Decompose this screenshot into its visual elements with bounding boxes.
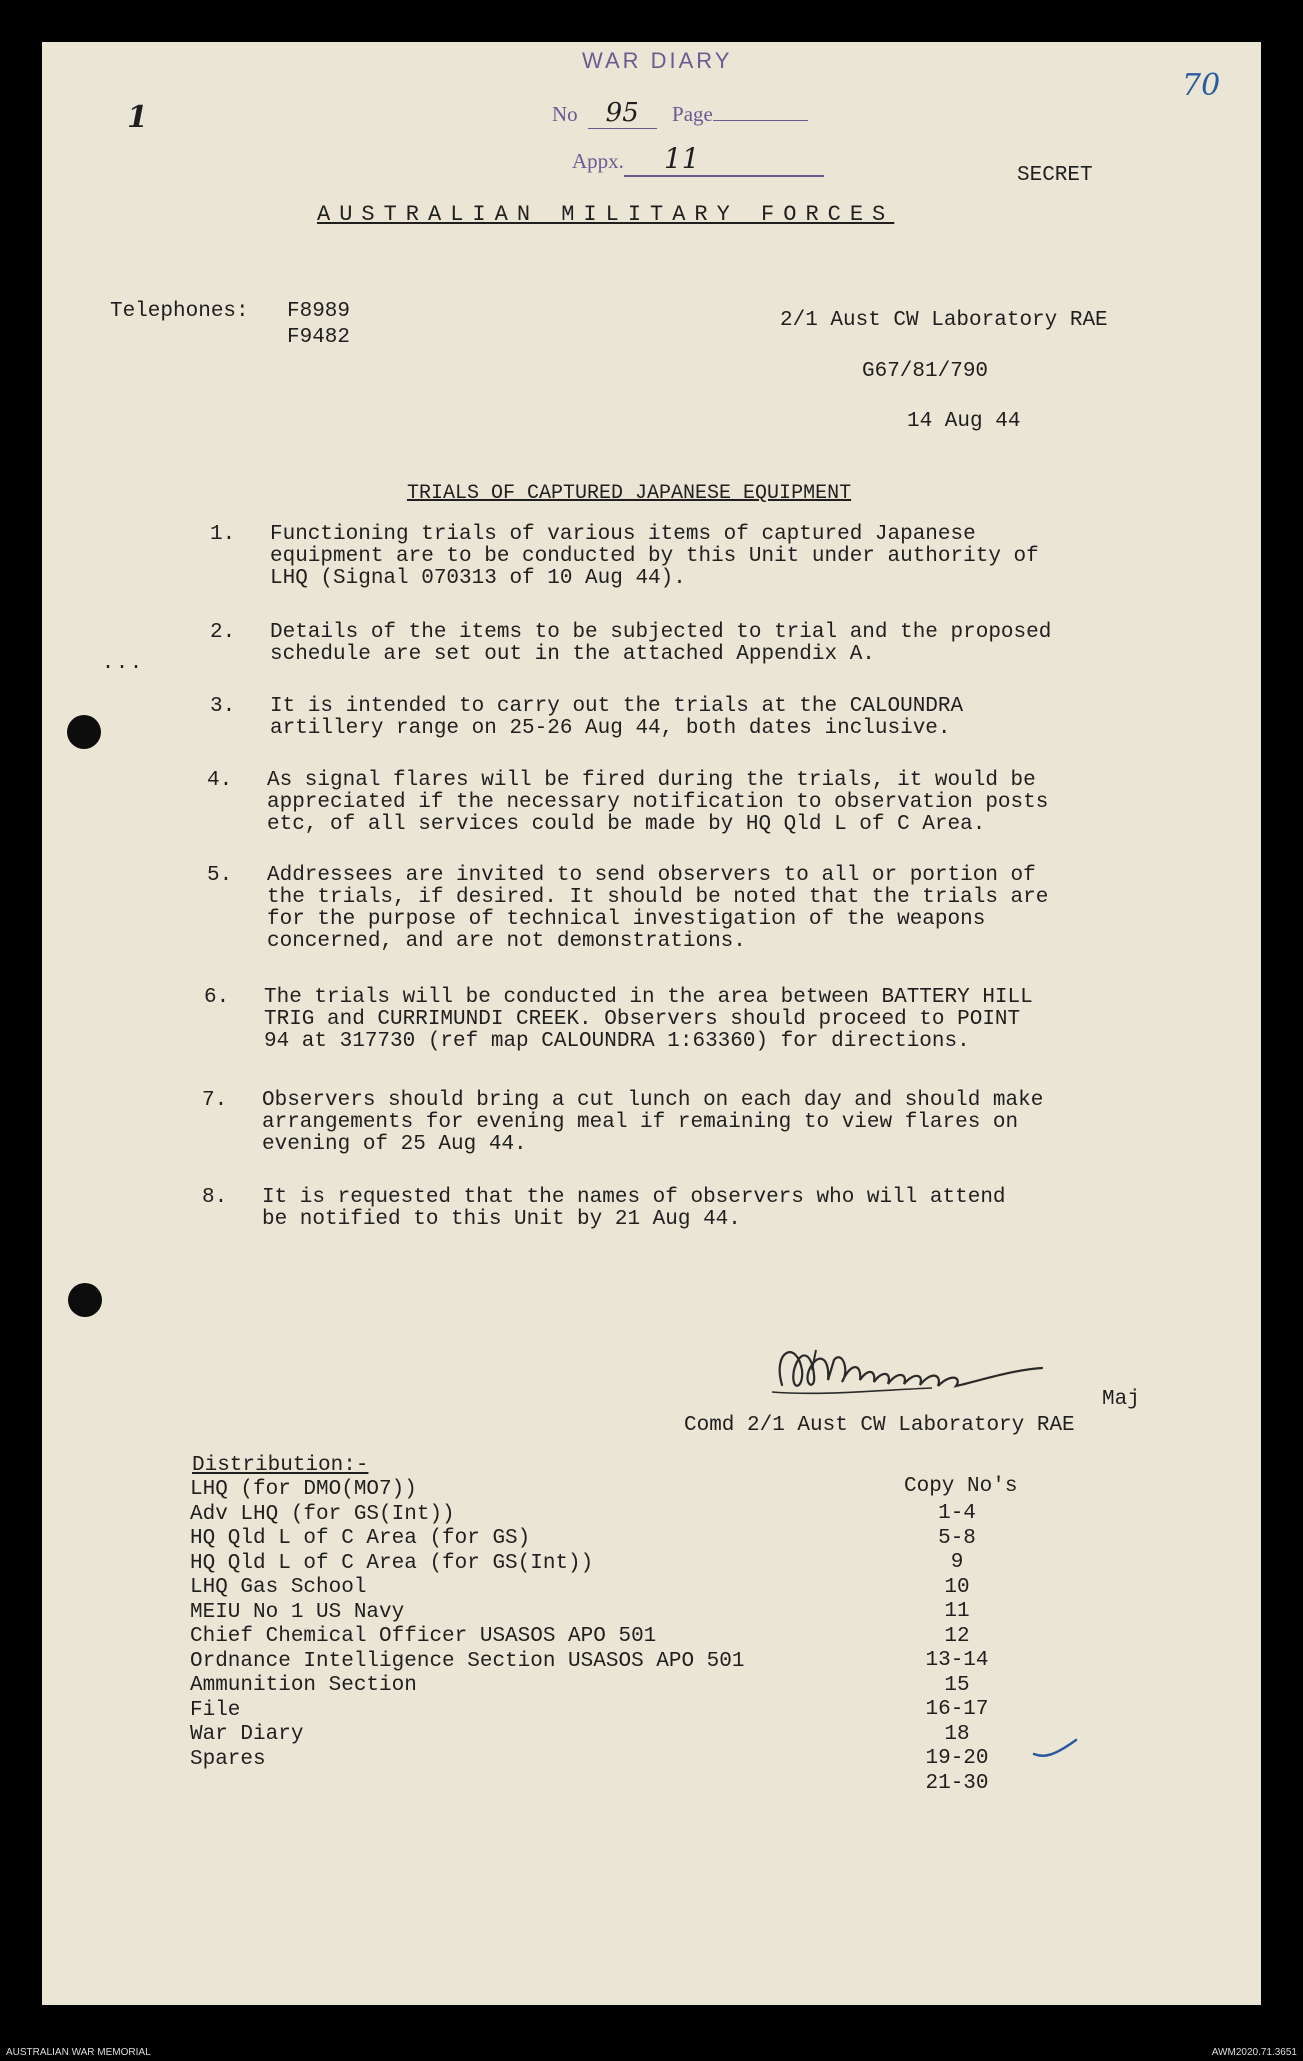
telephones-label: Telephones: <box>110 300 249 323</box>
margin-dots: ... <box>102 652 145 675</box>
paragraph-number: 1. <box>210 523 236 546</box>
copy-number: 19-20 <box>925 1747 989 1770</box>
copy-number: 11 <box>944 1600 970 1623</box>
folio-number: 70 <box>1182 68 1221 103</box>
paragraph-number: 6. <box>204 986 230 1009</box>
copy-number: 1-4 <box>938 1502 976 1525</box>
war-diary-stamp-title: WAR DIARY <box>582 48 733 73</box>
copy-number: 5-8 <box>938 1526 976 1550</box>
stamp-no-label: No <box>552 102 578 126</box>
punch-hole <box>67 715 101 749</box>
paragraph-text: Observers should bring a cut lunch on each day and should make arrangements for evening meal if remaining to view flares on evening of 25 Aug 44. <box>262 1089 1044 1156</box>
paragraph-number: 5. <box>207 864 233 887</box>
copy-number: 9 <box>950 1551 964 1574</box>
distribution-item: MEIU No 1 US Navy <box>190 1600 405 1624</box>
copy-numbers-list <box>902 1502 1012 1796</box>
document-page <box>42 42 1261 2005</box>
distribution-item: Chief Chemical Officer USASOS APO 501 <box>190 1625 657 1648</box>
paragraph-text: Addressees are invited to send observers to all or portion of the trials, if desired. It should be noted that the trials are for the purpose of technical investigation of the weapons concerned, and are not demonstrations. <box>267 864 1049 953</box>
telephone-number: F8989 <box>287 300 351 323</box>
paragraph-text: It is intended to carry out the trials at the CALOUNDRA artillery range on 25-26 Aug 44, both dates inclusive. <box>270 695 964 740</box>
stamp-no-line <box>552 98 808 128</box>
paragraph-number: 2. <box>210 621 236 644</box>
distribution-item: HQ Qld L of C Area (for GS) <box>190 1527 531 1550</box>
stamp-page-label: Page <box>672 102 713 126</box>
distribution-item: Spares <box>190 1747 266 1771</box>
distribution-item: File <box>190 1698 241 1722</box>
distribution-item: HQ Qld L of C Area (for GS(Int)) <box>190 1551 594 1575</box>
punch-hole <box>68 1283 102 1317</box>
stamp-appx-line <box>572 142 824 177</box>
corner-mark: 1 <box>127 100 148 135</box>
classification: SECRET <box>1017 164 1093 187</box>
sender-unit: 2/1 Aust CW Laboratory RAE <box>780 309 1108 332</box>
document-date: 14 Aug 44 <box>907 410 1021 433</box>
copy-number: 13-14 <box>925 1649 989 1672</box>
archive-footer-left: AUSTRALIAN WAR MEMORIAL <box>6 2047 151 2058</box>
paragraph-number: 4. <box>207 769 233 792</box>
archive-footer-right: AWM2020.71.3651 <box>1211 2047 1297 2058</box>
distribution-item: Ordnance Intelligence Section USASOS APO 501 <box>190 1649 745 1673</box>
copy-number: 12 <box>944 1624 970 1648</box>
signature-title: Comd 2/1 Aust CW Laboratory RAE <box>684 1414 1075 1437</box>
copy-number: 18 <box>944 1722 970 1746</box>
check-mark-icon <box>1032 1734 1082 1762</box>
copy-numbers-heading: Copy No's <box>904 1475 1018 1498</box>
subject-heading: TRIALS OF CAPTURED JAPANESE EQUIPMENT <box>407 482 852 505</box>
paragraph-number: 3. <box>210 695 236 718</box>
stamp-appx-label: Appx. <box>572 149 624 173</box>
copy-number: 21-30 <box>925 1771 989 1795</box>
paragraph-text: As signal flares will be fired during the trials, it would be appreciated if the necessary notification to observation posts etc, of all services could be made by HQ Qld L of C Area. <box>267 769 1049 836</box>
distribution-heading: Distribution:- <box>192 1454 369 1477</box>
distribution-item: War Diary <box>190 1723 304 1746</box>
paragraph-text: The trials will be conducted in the area between BATTERY HILL TRIG and CURRIMUNDI CREEK. Observers should proceed to POINT 94 at 317730 (ref map CALOUNDRA 1:63360) for directions. <box>264 986 1033 1053</box>
paragraph-number: 7. <box>202 1089 228 1112</box>
stamp-appx-value: 11 <box>624 142 824 177</box>
distribution-item: LHQ Gas School <box>190 1576 367 1599</box>
distribution-item: LHQ (for DMO(MO7)) <box>190 1478 417 1501</box>
copy-number: 15 <box>944 1673 970 1697</box>
paragraph-number: 8. <box>202 1186 228 1209</box>
paragraph-text: Functioning trials of various items of captured Japanese equipment are to be conducted by this Unit under authority of LHQ (Signal 070313 of 10 Aug 44). <box>270 523 1039 590</box>
stamp-no-value: 95 <box>588 98 657 129</box>
reference-number: G67/81/790 <box>862 360 989 383</box>
distribution-list <box>190 1478 745 1772</box>
signature-rank: Maj <box>1102 1388 1140 1411</box>
paragraph-text: Details of the items to be subjected to trial and the proposed schedule are set out in the attached Appendix A. <box>270 621 1052 666</box>
document-heading: AUSTRALIAN MILITARY FORCES <box>317 202 895 227</box>
paragraph-text: It is requested that the names of observers who will attend be notified to this Unit by 21 Aug 44. <box>262 1186 1006 1231</box>
distribution-item: Adv LHQ (for GS(Int)) <box>190 1502 455 1526</box>
handwritten-signature <box>742 1330 1152 1410</box>
copy-number: 16-17 <box>925 1698 989 1721</box>
distribution-item: Ammunition Section <box>190 1674 417 1697</box>
telephone-number: F9482 <box>287 326 351 349</box>
copy-number: 10 <box>944 1575 970 1599</box>
